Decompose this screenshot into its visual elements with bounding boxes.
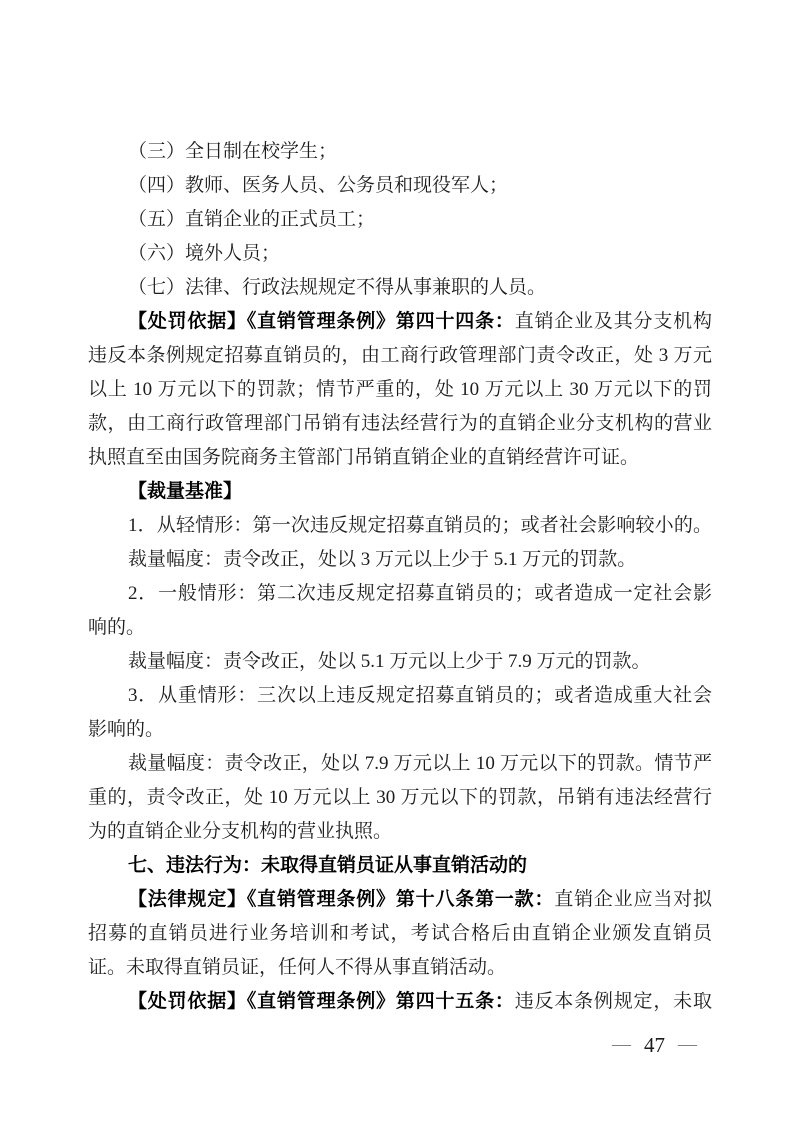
- text-line: [88, 543, 712, 577]
- line-text: 影响的。: [88, 719, 165, 740]
- line-text: 以上 10 万元以下的罚款；情节严重的，处 10 万元以上 30 万元以下的罚: [88, 379, 712, 400]
- text-line: [88, 339, 712, 373]
- text-line: [88, 883, 712, 917]
- line-text: 证。未取得直销员证，任何人不得从事直销活动。: [88, 957, 507, 978]
- text-line: [88, 169, 712, 203]
- document-body: [88, 135, 712, 1019]
- line-text: 款，由工商行政管理部门吊销有违法经营行为的直销企业分支机构的营业: [88, 413, 712, 434]
- line-text: 直销企业及其分支机构: [514, 311, 712, 332]
- line-text: 招募的直销员进行业务培训和考试，考试合格后由直销企业颁发直销员: [88, 923, 712, 944]
- line-text: （五）直销企业的正式员工；: [128, 209, 376, 230]
- line-text: 裁量幅度：责令改正，处以 7.9 万元以上 10 万元以下的罚款。情节严: [128, 753, 712, 774]
- line-text: 裁量幅度：责令改正，处以 3 万元以上少于 5.1 万元的罚款。: [128, 549, 637, 570]
- line-text: 响的。: [88, 617, 146, 638]
- text-line: [88, 679, 712, 713]
- footer-dash-left: —: [612, 1034, 631, 1055]
- text-line: [88, 407, 712, 441]
- line-text: （六）境外人员；: [128, 243, 281, 264]
- line-text: 1．从轻情形：第一次违反规定招募直销员的；或者社会影响较小的。: [128, 515, 712, 536]
- line-text: 重的，责令改正，处 10 万元以上 30 万元以下的罚款，吊销有违法经营行: [88, 787, 712, 808]
- line-text: （四）教师、医务人员、公务员和现役军人；: [128, 175, 509, 196]
- text-line: [88, 781, 712, 815]
- line-text: 3．从重情形：三次以上违反规定招募直销员的；或者造成重大社会: [128, 685, 712, 706]
- footer-dash-right: —: [678, 1034, 697, 1055]
- text-line: [88, 849, 712, 883]
- line-bold-label: 【处罚依据】《直销管理条例》第四十四条：: [128, 311, 515, 332]
- text-line: [88, 475, 712, 509]
- text-line: [88, 951, 712, 985]
- line-text: 执照直至由国务院商务主管部门吊销直销企业的直销经营许可证。: [88, 447, 640, 468]
- text-line: [88, 917, 712, 951]
- text-line: [88, 509, 712, 543]
- line-text: 七、违法行为：未取得直销员证从事直销活动的: [128, 855, 528, 876]
- line-text: 直销企业应当对拟: [554, 889, 712, 910]
- line-text: （七）法律、行政法规规定不得从事兼职的人员。: [128, 277, 547, 298]
- line-text: 为的直销企业分支机构的营业执照。: [88, 821, 393, 842]
- text-line: [88, 373, 712, 407]
- text-line: [88, 305, 712, 339]
- text-line: [88, 747, 712, 781]
- line-bold-label: 【处罚依据】《直销管理条例》第四十五条：: [128, 991, 515, 1012]
- text-line: [88, 611, 712, 645]
- text-line: [88, 271, 712, 305]
- line-bold-label: 【裁量基准】: [128, 481, 243, 502]
- text-line: [88, 203, 712, 237]
- line-text: 裁量幅度：责令改正，处以 5.1 万元以上少于 7.9 万元的罚款。: [128, 651, 651, 672]
- line-text: 违反本条例规定招募直销员的，由工商行政管理部门责令改正，处 3 万元: [88, 345, 712, 366]
- text-line: [88, 441, 712, 475]
- text-line: [88, 713, 712, 747]
- text-line: [88, 645, 712, 679]
- page-number: 47: [644, 1033, 665, 1057]
- text-line: [88, 135, 712, 169]
- text-line: [88, 985, 712, 1019]
- text-line: [88, 815, 712, 849]
- text-line: [88, 237, 712, 271]
- line-text: （三）全日制在校学生；: [128, 141, 338, 162]
- text-line: [88, 577, 712, 611]
- line-text: 2．一般情形：第二次违反规定招募直销员的；或者造成一定社会影: [128, 583, 712, 604]
- page-footer: [612, 1031, 697, 1059]
- line-bold-label: 【法律规定】《直销管理条例》第十八条第一款：: [128, 889, 555, 910]
- line-text: 违反本条例规定，未取: [514, 991, 712, 1012]
